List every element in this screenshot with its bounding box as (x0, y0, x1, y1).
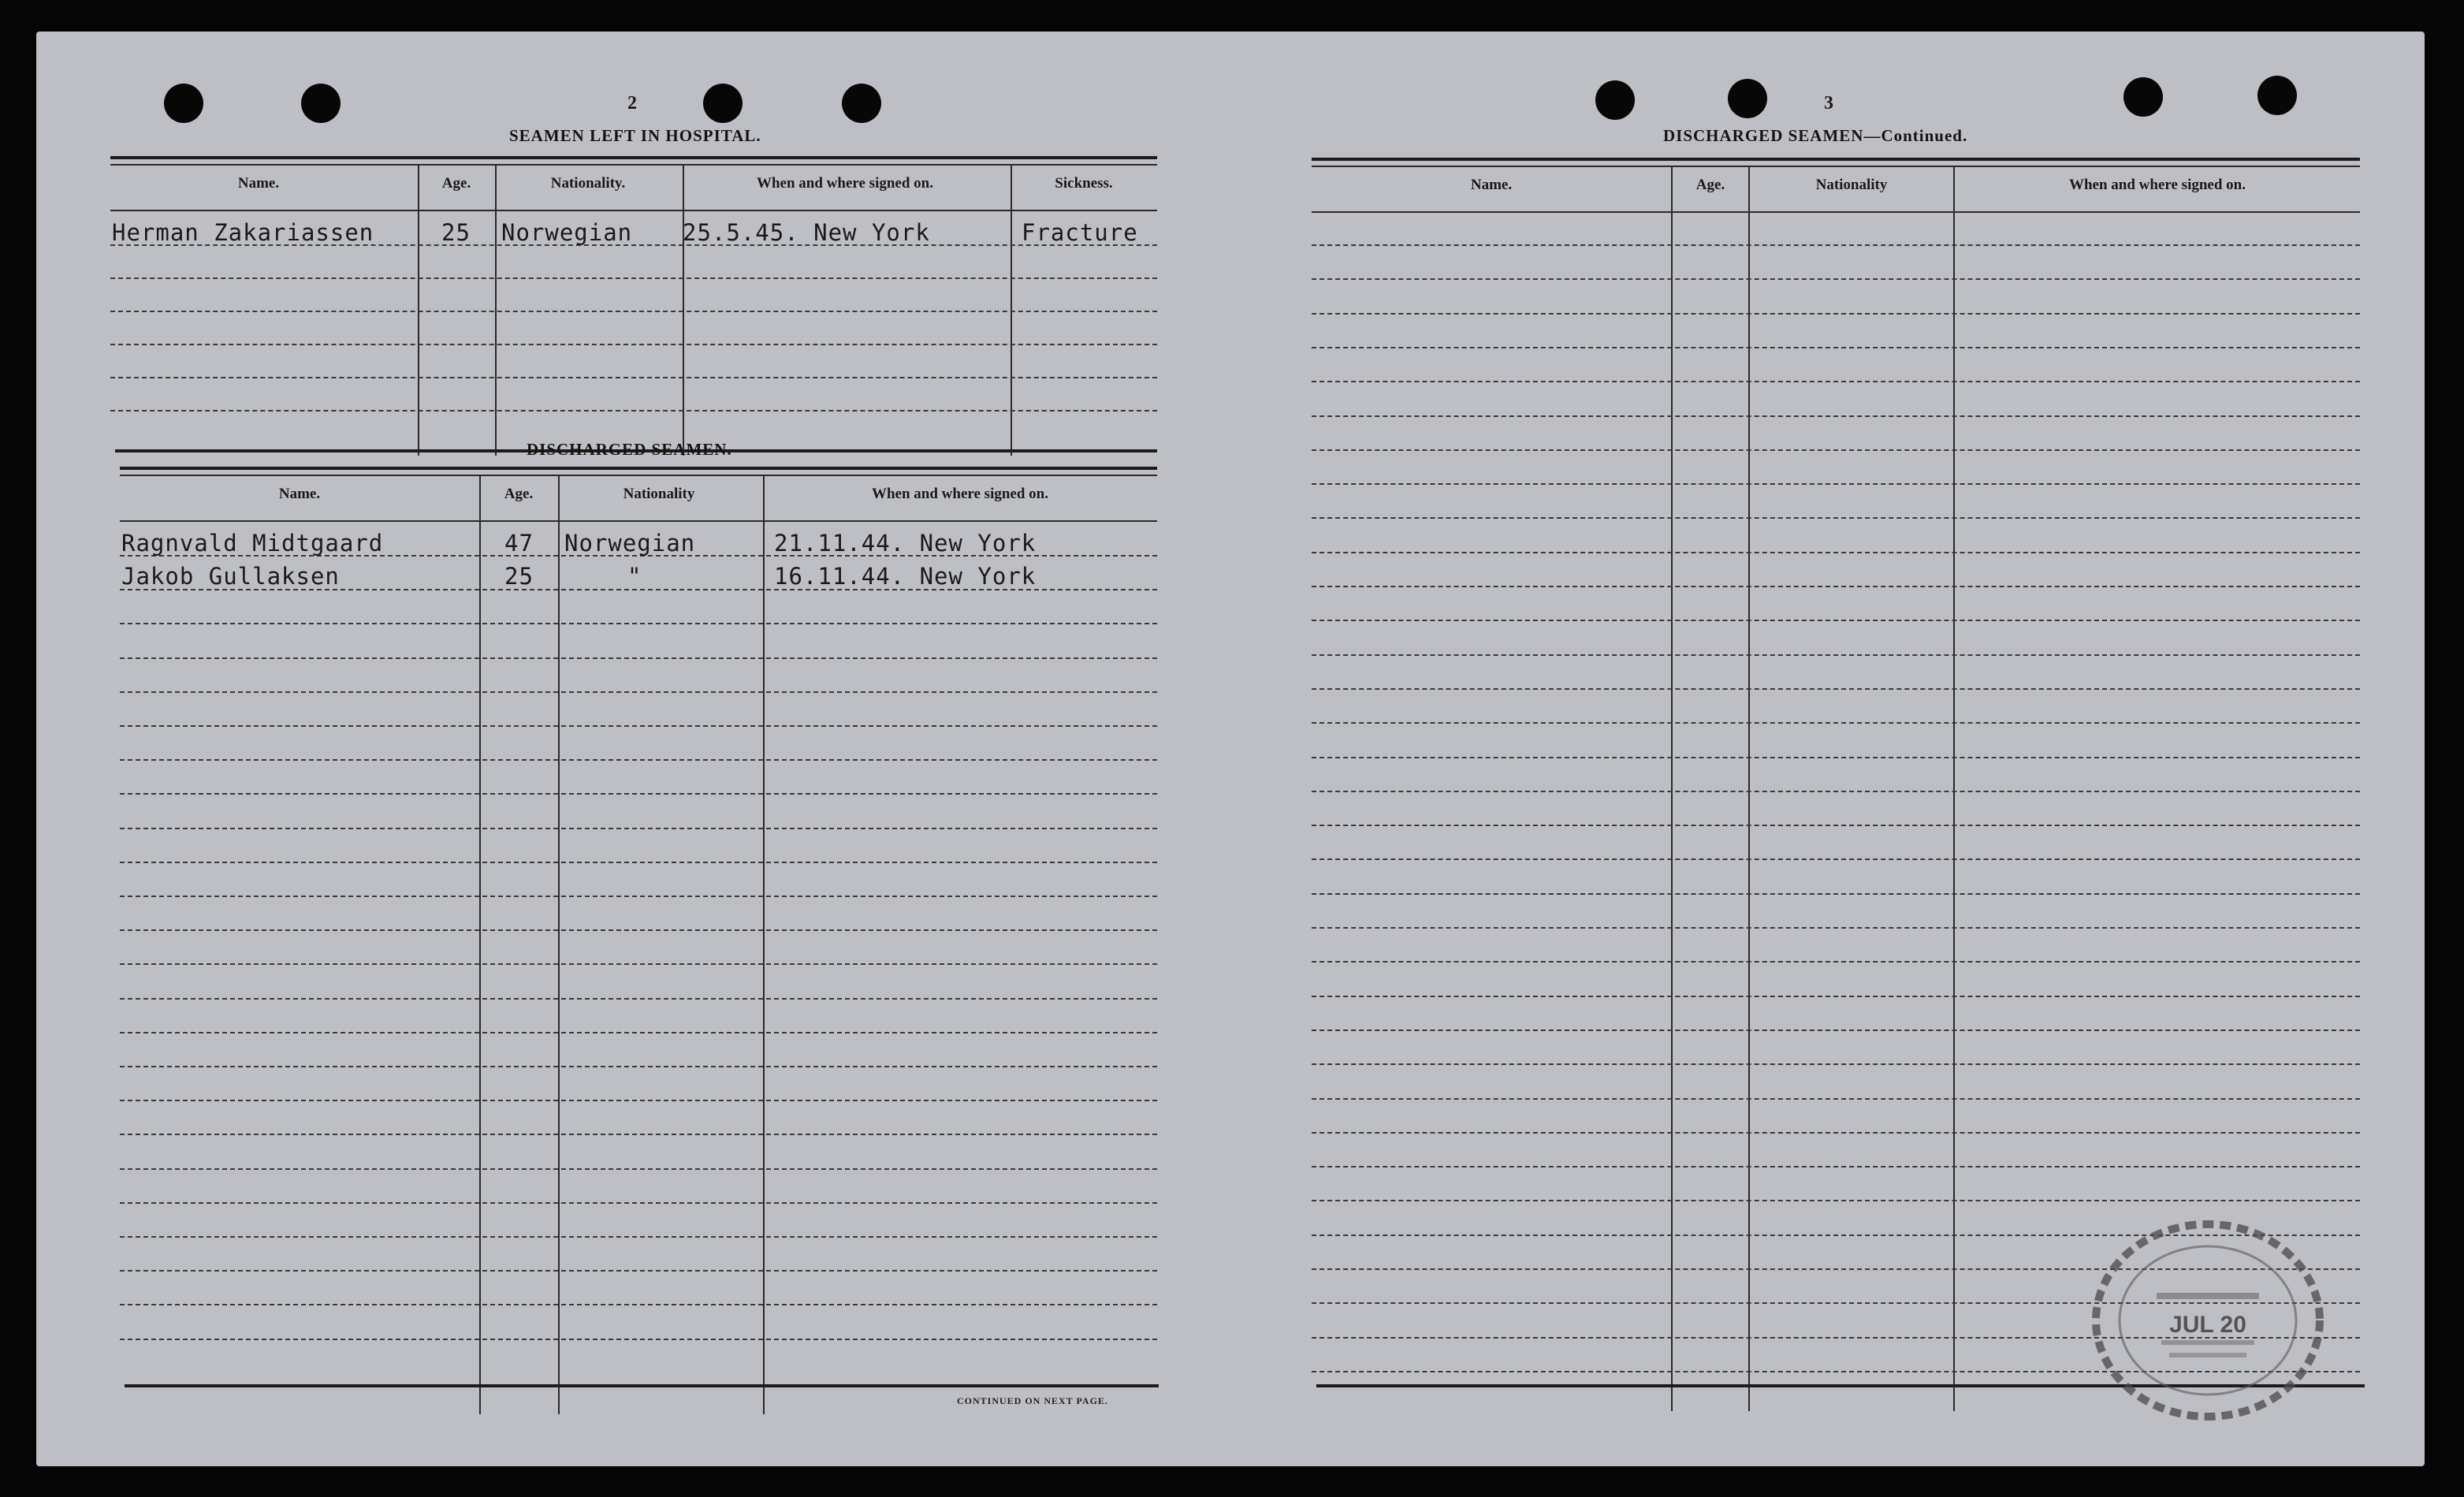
ruling-line (1312, 1098, 2360, 1100)
ruling-line (120, 1032, 1157, 1033)
ruling-line (1312, 449, 2360, 451)
ruling-line (120, 896, 1157, 897)
punch-hole (1728, 79, 1767, 118)
ruling-line (1312, 1063, 2360, 1065)
hospital-col-sickness: Sickness. (1055, 175, 1113, 192)
ruling-line (1312, 1030, 2360, 1031)
stamp-date: JUL 20 (2169, 1312, 2246, 1338)
ruling-line (120, 793, 1157, 795)
ruling-line (1312, 278, 2360, 280)
punch-hole (1595, 80, 1635, 120)
ruling-line (1312, 961, 2360, 963)
discharged-signed-on-cell: 21.11.44. New York (774, 530, 1037, 557)
ruling-line (1312, 415, 2360, 417)
ruling-line (1312, 1200, 2360, 1201)
ruling-line (1312, 244, 2360, 246)
ruling-line (1312, 347, 2360, 348)
ruling-line (120, 1168, 1157, 1170)
circular-stamp (2086, 1214, 2330, 1427)
ruling-line (1312, 996, 2360, 997)
ruling-line (1312, 483, 2360, 485)
ruling-line (120, 1202, 1157, 1204)
ruling-line (120, 862, 1157, 863)
discharged-nationality-cell: " (627, 563, 642, 590)
discharged-nationality-cell: Norwegian (564, 530, 696, 557)
hospital-col-nationality: Nationality. (550, 175, 626, 192)
hospital-nationality-cell: Norwegian (501, 219, 633, 246)
ruling-line (120, 1066, 1157, 1067)
ruling-line (120, 759, 1157, 761)
ruling-line (1312, 313, 2360, 315)
ruling-line (1312, 858, 2360, 860)
ruling-line (1312, 791, 2360, 792)
ruling-line (120, 657, 1157, 659)
ruling-line (1312, 517, 2360, 519)
ruling-line (120, 1236, 1157, 1238)
ruling-line (120, 828, 1157, 829)
discharged-age-cell: 25 (504, 563, 534, 590)
ruling-line (1312, 654, 2360, 656)
punch-hole (164, 84, 203, 123)
ruling-line (120, 963, 1157, 965)
hospital-heading: SEAMEN LEFT IN HOSPITAL. (509, 126, 761, 145)
continued-note: CONTINUED ON NEXT PAGE. (957, 1395, 1108, 1406)
hospital-col-signed-on: When and where signed on. (756, 175, 933, 192)
ruling-line (120, 1304, 1157, 1305)
ruling-line (1312, 1132, 2360, 1134)
right-col-name: Name. (1470, 177, 1513, 193)
discharged-col-name: Name. (278, 486, 321, 502)
discharged-heading: DISCHARGED SEAMEN. (527, 440, 732, 459)
page-number-right: 3 (1824, 93, 1833, 114)
ruling-line (1312, 688, 2360, 690)
hospital-signed-on-cell: 25.5.45. New York (683, 219, 930, 246)
ruling-line (120, 1134, 1157, 1135)
discharged-name-cell: Jakob Gullaksen (121, 563, 340, 590)
ruling-line (1312, 722, 2360, 724)
punch-hole (2257, 76, 2297, 115)
hospital-age-cell: 25 (441, 219, 471, 246)
ruling-line (1312, 586, 2360, 587)
ruling-line (120, 998, 1157, 1000)
punch-hole (301, 84, 341, 123)
discharged-col-signed-on: When and where signed on. (871, 486, 1048, 502)
ruling-line (1312, 893, 2360, 895)
ruling-line (1312, 552, 2360, 553)
hospital-col-age: Age. (441, 175, 471, 192)
ruling-line (120, 1270, 1157, 1272)
discharged-col-nationality: Nationality (623, 486, 695, 502)
ruling-line (120, 725, 1157, 727)
punch-hole (2123, 77, 2163, 117)
ruling-line (1312, 757, 2360, 758)
ruling-line (1312, 825, 2360, 826)
ruling-line (120, 1339, 1157, 1340)
punch-hole (703, 84, 743, 123)
ruling-line (1312, 620, 2360, 621)
ruling-line (120, 691, 1157, 693)
discharged-col-age: Age. (504, 486, 534, 502)
hospital-col-name: Name. (237, 175, 280, 192)
right-col-nationality: Nationality (1815, 177, 1888, 193)
ruling-line (1312, 381, 2360, 382)
right-col-age: Age. (1695, 177, 1725, 193)
punch-hole (842, 84, 881, 123)
discharged-continued-heading: DISCHARGED SEAMEN—Continued. (1663, 126, 1968, 145)
right-col-signed-on: When and where signed on. (2068, 177, 2246, 193)
document-sheet (36, 32, 2425, 1466)
ruling-line (120, 1100, 1157, 1101)
discharged-signed-on-cell: 16.11.44. New York (774, 563, 1037, 590)
hospital-name-cell: Herman Zakariassen (112, 219, 374, 246)
ruling-line (1312, 1166, 2360, 1167)
ruling-line (1312, 927, 2360, 929)
ruling-line (120, 623, 1157, 624)
discharged-name-cell: Ragnvald Midtgaard (121, 530, 384, 557)
ruling-line (120, 929, 1157, 931)
discharged-age-cell: 47 (504, 530, 534, 557)
hospital-sickness-cell: Fracture (1022, 219, 1138, 246)
page-number-left: 2 (627, 93, 637, 114)
